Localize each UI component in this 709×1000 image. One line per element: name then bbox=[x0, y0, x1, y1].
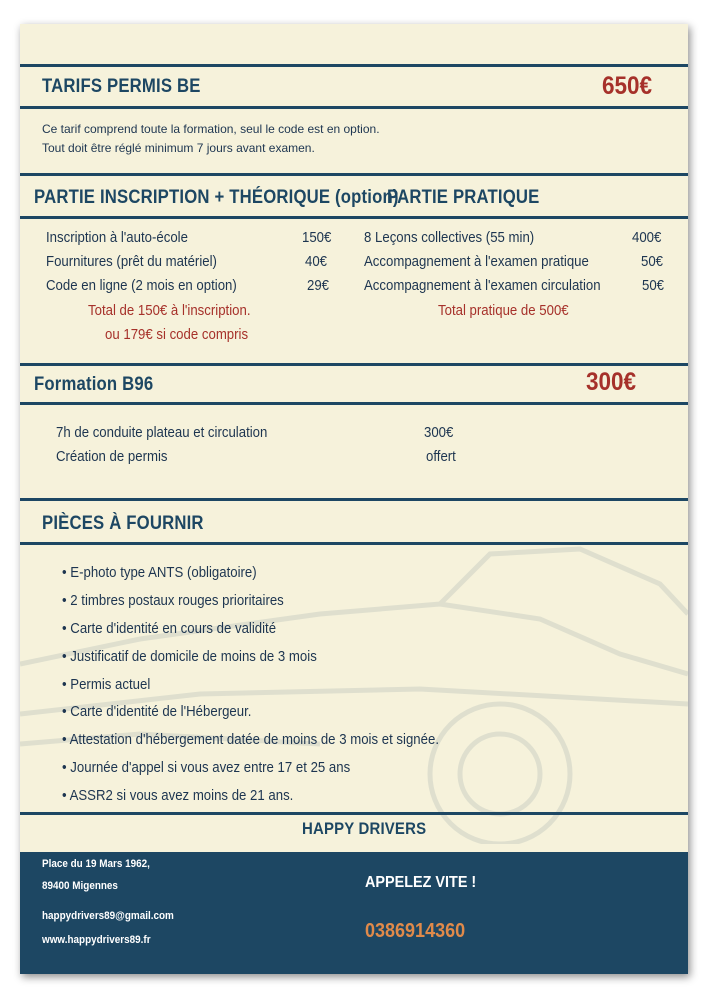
pratique-section-title: PARTIE PRATIQUE bbox=[387, 187, 540, 208]
divider bbox=[20, 363, 688, 366]
call-label: APPELEZ VITE ! bbox=[365, 874, 477, 891]
list-item: • Carte d'identité en cours de validité bbox=[62, 620, 277, 637]
b96-row-price: offert bbox=[426, 448, 456, 465]
pratique-row-label: Accompagnement à l'examen circulation bbox=[364, 277, 601, 294]
address-line1: Place du 19 Mars 1962, bbox=[42, 858, 150, 870]
divider bbox=[20, 64, 688, 67]
brand-name: HAPPY DRIVERS bbox=[302, 819, 427, 838]
b96-row-label: Création de permis bbox=[56, 448, 168, 465]
theorique-total-line1: Total de 150€ à l'inscription. bbox=[88, 302, 251, 319]
theorique-row-price: 150€ bbox=[302, 229, 332, 246]
pratique-row-label: Accompagnement à l'examen pratique bbox=[364, 253, 589, 270]
list-item: • ASSR2 si vous avez moins de 21 ans. bbox=[62, 787, 294, 804]
tarifs-price: 650€ bbox=[602, 72, 653, 100]
theorique-row-price: 29€ bbox=[307, 277, 330, 294]
price-sheet bbox=[20, 24, 688, 974]
b96-title: Formation B96 bbox=[34, 374, 154, 395]
pieces-title: PIÈCES À FOURNIR bbox=[42, 513, 204, 534]
list-item: • Permis actuel bbox=[62, 676, 151, 693]
b96-row-price: 300€ bbox=[424, 424, 454, 441]
website-link[interactable]: www.happydrivers89.fr bbox=[42, 934, 151, 946]
address-line2: 89400 Migennes bbox=[42, 880, 118, 892]
list-item: • Attestation d'hébergement datée de moins de 3 mois et signée. bbox=[62, 731, 439, 748]
b96-price: 300€ bbox=[586, 368, 637, 396]
theorique-section-title: PARTIE INSCRIPTION + THÉORIQUE (option) bbox=[34, 187, 399, 208]
divider bbox=[20, 498, 688, 501]
list-item: • Justificatif de domicile de moins de 3 mois bbox=[62, 648, 317, 665]
theorique-row-label: Code en ligne (2 mois en option) bbox=[46, 277, 237, 294]
list-item: • Carte d'identité de l'Hébergeur. bbox=[62, 703, 252, 720]
pratique-row-price: 50€ bbox=[642, 277, 665, 294]
list-item: • Journée d'appel si vous avez entre 17 et 25 ans bbox=[62, 759, 351, 776]
pratique-row-price: 50€ bbox=[641, 253, 664, 270]
divider bbox=[20, 542, 688, 545]
theorique-total-line2: ou 179€ si code compris bbox=[105, 326, 249, 343]
pratique-row-label: 8 Leçons collectives (55 min) bbox=[364, 229, 535, 246]
phone-link[interactable]: 0386914360 bbox=[365, 920, 466, 942]
tarifs-title: TARIFS PERMIS BE bbox=[42, 76, 201, 97]
divider bbox=[20, 173, 688, 176]
b96-row-label: 7h de conduite plateau et circulation bbox=[56, 424, 268, 441]
tarifs-note-line2: Tout doit être réglé minimum 7 jours avant examen. bbox=[42, 141, 315, 155]
divider bbox=[20, 402, 688, 405]
list-item: • E-photo type ANTS (obligatoire) bbox=[62, 564, 257, 581]
divider bbox=[20, 106, 688, 109]
email-link[interactable]: happydrivers89@gmail.com bbox=[42, 910, 174, 922]
divider bbox=[20, 812, 688, 815]
theorique-row-price: 40€ bbox=[305, 253, 328, 270]
pratique-total: Total pratique de 500€ bbox=[438, 302, 569, 319]
pratique-row-price: 400€ bbox=[632, 229, 662, 246]
divider bbox=[20, 216, 688, 219]
theorique-row-label: Inscription à l'auto-école bbox=[46, 229, 188, 246]
footer bbox=[20, 852, 688, 974]
theorique-row-label: Fournitures (prêt du matériel) bbox=[46, 253, 217, 270]
tarifs-note-line1: Ce tarif comprend toute la formation, seul le code est en option. bbox=[42, 122, 380, 136]
list-item: • 2 timbres postaux rouges prioritaires bbox=[62, 592, 284, 609]
